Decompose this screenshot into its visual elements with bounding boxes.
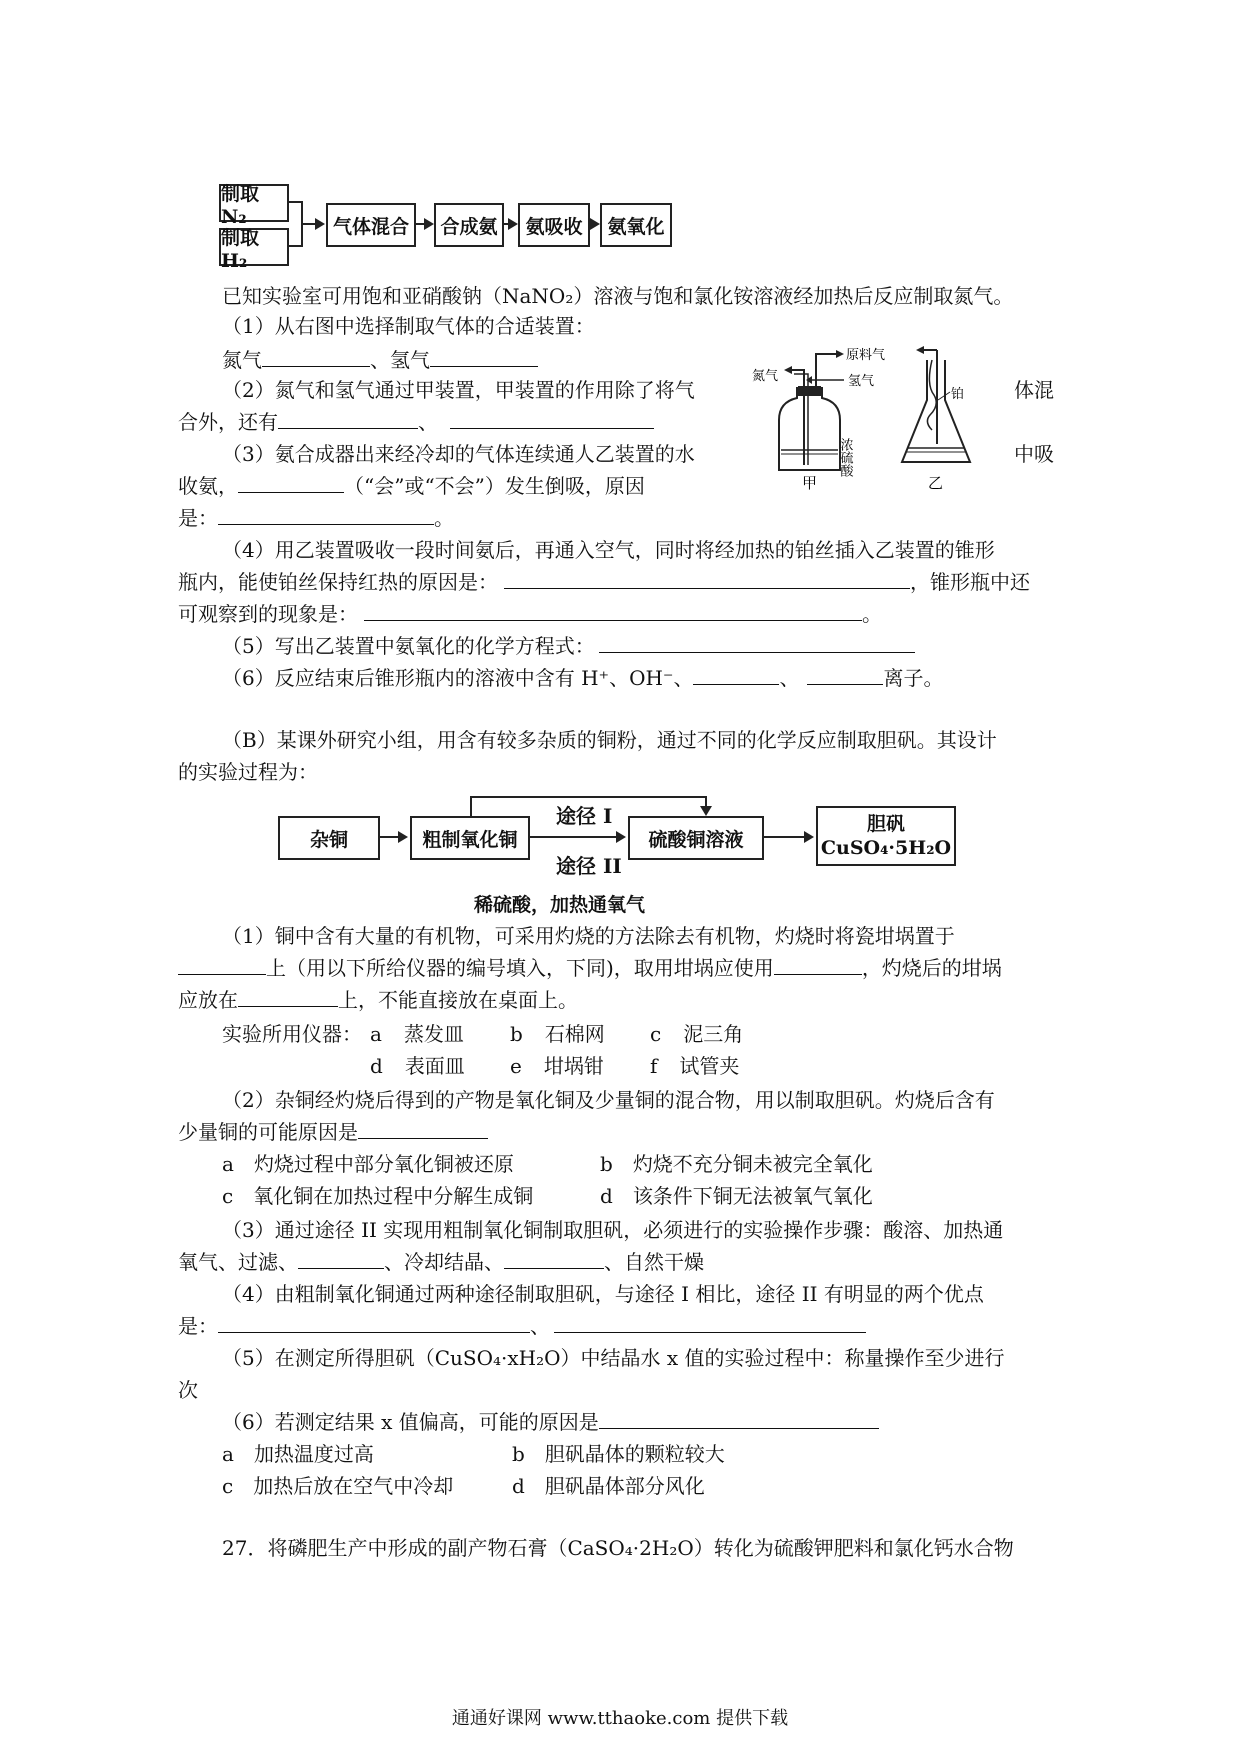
- arrow: [414, 223, 432, 225]
- partB-question-3-line2: [178, 1248, 704, 1276]
- instrument-item: [510, 1020, 605, 1048]
- arrow-icon: [836, 350, 844, 358]
- question-2-line2: [178, 408, 654, 436]
- option-key: a: [222, 1152, 234, 1176]
- text: 上，不能直接放在桌面上。: [338, 988, 578, 1012]
- partB-question-5-line1: （5）在测定所得胆矾（CuSO₄·xH₂O）中结晶水 x 值的实验过程中：称量操作至少进行: [222, 1346, 1005, 1370]
- instrument-item: [370, 1020, 464, 1048]
- answer-blank[interactable]: [298, 1248, 384, 1269]
- connector: [289, 201, 301, 203]
- question-4-line1: （4）用乙装置吸收一段时间氨后，再通入空气，同时将经加热的铂丝插入乙装置的锥形: [222, 538, 995, 562]
- text: 氧气、过滤、: [178, 1250, 298, 1274]
- instrument-item: [510, 1052, 604, 1080]
- text: 瓶内，能使铂丝保持红热的原因是：: [178, 570, 498, 594]
- stopper: [798, 386, 821, 396]
- answer-blank[interactable]: [599, 632, 915, 653]
- answer-blank[interactable]: [430, 346, 538, 367]
- partB-question-2-line2: [178, 1118, 488, 1146]
- partB-question-4-line1: （4）由粗制氧化铜通过两种途径制取胆矾，与途径 I 相比，途径 II 有明显的两个优点: [222, 1282, 984, 1306]
- connector: [470, 796, 706, 798]
- answer-blank[interactable]: [218, 1312, 530, 1333]
- option-text: 试管夹: [679, 1054, 740, 1078]
- answer-option: [512, 1440, 725, 1468]
- box-crude-cuo: 粗制氧化铜: [410, 816, 530, 860]
- text: 离子。: [883, 666, 944, 690]
- text: 、自然干燥: [604, 1250, 704, 1274]
- option-key: c: [222, 1184, 234, 1208]
- answer-blank[interactable]: [807, 664, 883, 685]
- text: 合外，还有: [178, 410, 278, 434]
- option-key: d: [512, 1474, 525, 1498]
- answer-option: [512, 1472, 705, 1500]
- question-1: （1）从右图中选择制取气体的合适装置：: [222, 314, 595, 338]
- question-5: [222, 632, 915, 660]
- arrow: [502, 223, 516, 225]
- question-2-line1-tail: 体混: [1014, 378, 1054, 402]
- box-make-h2: 制取 H₂: [219, 228, 289, 266]
- question-3-line3: [178, 504, 454, 532]
- option-key: f: [650, 1054, 658, 1078]
- product-formula: CuSO₄·5H₂O: [820, 837, 952, 859]
- text: 是：: [178, 506, 218, 530]
- answer-blank[interactable]: [278, 408, 418, 429]
- option-text: 蒸发皿: [403, 1022, 464, 1046]
- option-key: e: [510, 1054, 522, 1078]
- partB-question-4-line2: [178, 1312, 866, 1340]
- box-oxidation: 氨氧化: [600, 203, 672, 247]
- answer-option: [222, 1472, 453, 1500]
- box-gas-mixing: 气体混合: [326, 203, 416, 247]
- text: （6）若测定结果 x 值偏高，可能的原因是: [222, 1410, 599, 1434]
- option-key: c: [222, 1474, 234, 1498]
- box-synthesis: 合成氨: [434, 203, 504, 247]
- question-1-answers: [222, 346, 538, 374]
- option-key: c: [650, 1022, 662, 1046]
- question-4-line2: [178, 568, 1030, 596]
- option-text: 该条件下铜无法被氧气氧化: [632, 1184, 873, 1208]
- label-h2: 氢气: [848, 374, 875, 389]
- text: 上（用以下所给仪器的编号填入，下同)，取用坩埚应使用: [266, 956, 774, 980]
- answer-blank[interactable]: [358, 1118, 488, 1139]
- text: （“会”或“不会”）发生倒吸，原因: [344, 474, 645, 498]
- option-key: b: [510, 1022, 523, 1046]
- option-text: 胆矾晶体的颗粒较大: [544, 1442, 725, 1466]
- answer-option: [600, 1182, 873, 1210]
- text: 收氨，: [178, 474, 238, 498]
- text: ，灼烧后的坩埚: [861, 956, 1002, 980]
- page-footer: 通通好课网 www.tthaoke.com 提供下载: [451, 1708, 789, 1729]
- text: ，锥形瓶中还: [910, 570, 1030, 594]
- box-cuso4-solution: 硫酸铜溶液: [628, 816, 764, 860]
- option-text: 坩埚钳: [543, 1054, 604, 1078]
- answer-blank[interactable]: [364, 600, 862, 621]
- option-key: a: [222, 1442, 234, 1466]
- answer-option: [222, 1150, 514, 1178]
- arrow-icon: [784, 366, 792, 374]
- text: 、冷却结晶、: [384, 1250, 504, 1274]
- box-crude-copper: 杂铜: [278, 816, 380, 860]
- answer-blank[interactable]: [599, 1408, 879, 1429]
- box-absorption: 氨吸收: [518, 203, 590, 247]
- option-key: b: [600, 1152, 613, 1176]
- box-product-blue-vitriol: [816, 806, 956, 866]
- label-raw-gas: 原料气: [846, 348, 886, 363]
- label-path-1: 途径 I: [556, 804, 613, 828]
- intro-text: 已知实验室可用饱和亚硝酸钠（NaNO₂）溶液与饱和氯化铵溶液经加热后反应制取氮气。: [222, 284, 1014, 308]
- option-text: 加热后放在空气中冷却: [253, 1474, 454, 1498]
- text: 。: [434, 506, 454, 530]
- partB-question-6: [222, 1408, 879, 1436]
- option-key: a: [370, 1022, 382, 1046]
- label-n2: 氮气: [752, 369, 779, 384]
- label-platinum: 铂: [951, 387, 965, 402]
- label-conc-acid: 浓硫酸: [837, 438, 853, 477]
- apparatus-figure: [752, 340, 1002, 490]
- answer-option: [222, 1440, 374, 1468]
- answer-blank[interactable]: [504, 1248, 604, 1269]
- label-reagent-note: 稀硫酸，加热通氧气: [474, 894, 646, 916]
- answer-option: [222, 1182, 533, 1210]
- instrument-item: [650, 1020, 743, 1048]
- option-text: 灼烧不充分铜未被完全氧化: [632, 1152, 873, 1176]
- question-3-line1-tail: 中吸: [1014, 442, 1054, 466]
- option-text: 胆矾晶体部分风化: [544, 1474, 705, 1498]
- answer-blank[interactable]: [774, 954, 862, 975]
- partB-question-1-line1: （1）铜中含有大量的有机物，可采用灼烧的方法除去有机物，灼烧时将瓷坩埚置于: [222, 924, 955, 948]
- text: （6）反应结束后锥形瓶内的溶液中含有 H⁺、OH⁻、: [222, 666, 694, 690]
- answer-blank[interactable]: [218, 504, 434, 525]
- text: 是：: [178, 1314, 218, 1338]
- connector: [289, 245, 301, 247]
- arrow-icon: [806, 376, 812, 384]
- platinum-wire: [927, 360, 936, 430]
- text: 。: [862, 602, 882, 626]
- box-make-n2: 制取 N₂: [219, 184, 289, 222]
- instrument-item: [370, 1052, 465, 1080]
- option-text: 氧化铜在加热过程中分解生成铜: [253, 1184, 534, 1208]
- answer-blank[interactable]: [450, 408, 654, 429]
- arrow: [762, 836, 812, 838]
- option-key: d: [600, 1184, 613, 1208]
- answer-blank[interactable]: [262, 346, 370, 367]
- label-path-2: 途径 II: [556, 854, 622, 878]
- product-name: 胆矾: [866, 813, 905, 835]
- option-text: 表面皿: [404, 1054, 465, 1078]
- answer-blank[interactable]: [504, 568, 910, 589]
- label-h2: 、氢气: [370, 348, 430, 372]
- question-4-line3: [178, 600, 882, 628]
- question-3-line2: [178, 472, 645, 500]
- partB-question-5-line2: 次: [178, 1378, 198, 1402]
- label-jia: 甲: [802, 474, 818, 490]
- arrow: [528, 836, 624, 838]
- text: 应放在: [178, 988, 238, 1012]
- option-key: b: [512, 1442, 525, 1466]
- question-6: [222, 664, 943, 692]
- gas-washing-bottle: [779, 388, 840, 470]
- partB-question-2-line1: （2）杂铜经灼烧后得到的产物是氧化铜及少量铜的混合物，用以制取胆矾。灼烧后含有: [222, 1088, 995, 1112]
- option-key: d: [370, 1054, 383, 1078]
- text: 、: [530, 1314, 550, 1338]
- answer-blank[interactable]: [693, 664, 779, 685]
- outlet-tube: [816, 354, 836, 386]
- instrument-label: 实验所用仪器：: [222, 1022, 362, 1046]
- answer-blank[interactable]: [238, 986, 338, 1007]
- partB-intro-line2: 的实验过程为：: [178, 760, 318, 784]
- option-text: 石棉网: [544, 1022, 605, 1046]
- option-text: 灼烧过程中部分氧化铜被还原: [253, 1152, 514, 1176]
- question-3-line1: （3）氨合成器出来经冷却的气体连续通人乙装置的水: [222, 442, 695, 466]
- text: 可观察到的现象是：: [178, 602, 358, 626]
- arrow: [303, 223, 323, 225]
- text: 少量铜的可能原因是: [178, 1120, 358, 1144]
- partB-intro-line1: （B）某课外研究小组，用含有较多杂质的铜粉，通过不同的化学反应制取胆矾。其设计: [222, 728, 997, 752]
- arrow-icon: [916, 346, 924, 354]
- label-yi: 乙: [928, 474, 944, 490]
- partB-question-3-line1: （3）通过途径 II 实现用粗制氧化铜制取胆矾，必须进行的实验操作步骤：酸溶、加热通: [222, 1218, 1004, 1242]
- text: 、: [779, 666, 800, 690]
- arrow: [588, 223, 598, 225]
- partB-question-1-line3: [178, 986, 578, 1014]
- question-27: 27．将磷肥生产中形成的副产物石膏（CaSO₄·2H₂O）转化为硫酸钾肥料和氯化钙水合物: [222, 1536, 1014, 1560]
- answer-blank[interactable]: [554, 1312, 866, 1333]
- instrument-item: [650, 1052, 739, 1080]
- option-text: 泥三角: [683, 1022, 744, 1046]
- text: 、: [418, 410, 438, 434]
- option-text: 加热温度过高: [253, 1442, 374, 1466]
- answer-blank[interactable]: [178, 954, 266, 975]
- answer-blank[interactable]: [238, 472, 344, 493]
- text: （5）写出乙装置中氨氧化的化学方程式：: [222, 634, 595, 658]
- question-2-line1: （2）氮气和氢气通过甲装置，甲装置的作用除了将气: [222, 378, 695, 402]
- partB-question-1-line2: [178, 954, 1002, 982]
- arrow: [378, 836, 406, 838]
- arrow-icon: [700, 806, 712, 816]
- answer-option: [600, 1150, 873, 1178]
- label-n2: 氮气: [222, 348, 262, 372]
- connector: [470, 796, 472, 816]
